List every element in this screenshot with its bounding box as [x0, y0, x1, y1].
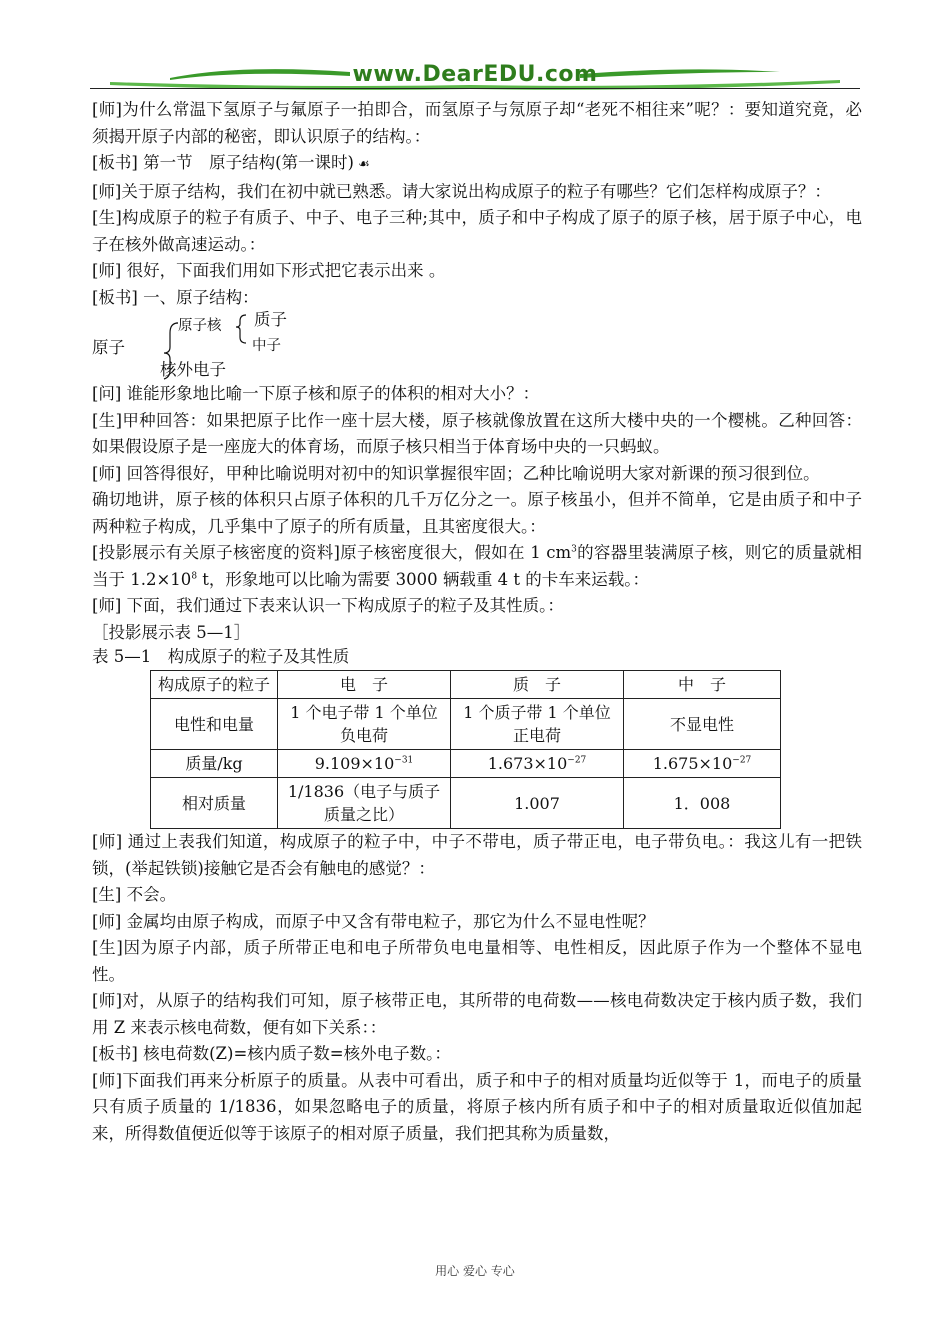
- student-line-3: [生] 不会。: [92, 885, 177, 904]
- teacher-line-9: [师]下面我们再来分析原子的质量。从表中可看出，质子和中子的相对质量均近似等于 1，而电子的质量只有质子质量的 1/1836，如果忽略电子的质量，将原子核内所有质子和中子的相对质量取近似值加起来，所得数值便近似等于该原子的相对原子质量，我们把其称为质量数，: [92, 1070, 862, 1143]
- table-cell: 1/1836（电子与质子质量之比）: [278, 778, 451, 829]
- table-cell: [624, 750, 781, 778]
- table-row: [151, 750, 781, 778]
- table-header-row: [151, 671, 781, 699]
- teacher-line-3: [师] 很好，下面我们用如下形式把它表示出来 。: [92, 261, 446, 280]
- neutron-mass-base: 1.675×10: [652, 754, 733, 773]
- neutron-mass-exponent: −27: [732, 755, 752, 766]
- site-header-banner: [90, 58, 860, 92]
- document-body: [92, 97, 862, 1147]
- teacher-line-4: [师] 回答得很好，甲种比喻说明对初中的知识掌握很牢固；乙种比喻说明大家对新课的预习很到位。: [92, 463, 820, 483]
- table-caption: 表 5—1 构成原子的粒子及其性质: [92, 647, 350, 666]
- nucleus-label: 原子核: [178, 318, 222, 334]
- table-cell: 1．008: [624, 778, 781, 829]
- teacher-line-2: [师]关于原子结构，我们在初中就已熟悉。请大家说出构成原子的粒子有哪些？它们怎样构成原子？：: [92, 181, 831, 201]
- table-header-cell: 中 子: [624, 671, 781, 699]
- proton-mass-exponent: −27: [567, 755, 587, 766]
- student-line-2: [生]甲种回答：如果把原子比作一座十层大楼，原子核就像放置在这所大楼中央的一个樱桃。乙种回答：如果假设原子是一座庞大的体育场，而原子核只相当于体育场中央的一只蚂蚁。: [92, 410, 862, 456]
- projection-text-b: 的容器里装满原子核，则它的质量就相当于 1.2×10: [92, 543, 863, 589]
- teacher-line-7: [师] 金属均由原子构成，而原子中又含有带电粒子，那它为什么不显电性呢？: [92, 911, 655, 931]
- projection-density-line: [92, 540, 862, 593]
- electron-mass-exponent: −31: [394, 755, 414, 766]
- board-title-line: [92, 150, 862, 179]
- cm3-superscript: 3: [571, 544, 577, 555]
- table-header-cell: 质 子: [451, 671, 624, 699]
- snail-icon: ☙: [354, 157, 370, 172]
- table-cell: [451, 750, 624, 778]
- table-cell: [278, 750, 451, 778]
- explanation-paragraph: 确切地讲，原子核的体积只占原子体积的几千万亿分之一。原子核虽小，但并不简单，它是由质子和中子两种粒子构成，几乎集中了原子的所有质量，且其密度很大。：: [92, 490, 862, 536]
- atom-label: 原子: [92, 338, 125, 357]
- proton-mass-base: 1.673×10: [487, 754, 568, 773]
- table-header-cell: 构成原子的粒子: [151, 671, 278, 699]
- exponent-superscript: 8: [191, 571, 198, 581]
- site-url: www.DearEDU.com: [352, 62, 598, 87]
- neutron-label: 中子: [252, 338, 281, 354]
- table-cell: 1 个质子带 1 个单位正电荷: [451, 699, 624, 750]
- electron-mass-base: 9.109×10: [314, 754, 395, 773]
- proton-label: 质子: [254, 310, 287, 329]
- particle-properties-table: [150, 670, 781, 829]
- table-cell: 电性和电量: [151, 699, 278, 750]
- question-line: [问] 谁能形象地比喻一下原子核和原子的体积的相对大小？：: [92, 384, 540, 403]
- table-cell: 相对质量: [151, 778, 278, 829]
- table-header-cell: 电 子: [278, 671, 451, 699]
- student-line-1: [生]构成原子的粒子有质子、中子、电子三种;其中，质子和中子构成了原子的原子核，居于原子中心，电子在核外做高速运动。：: [92, 208, 862, 254]
- projection-text-c: t，形象地可以比喻为需要 3000 辆载重 4 t 的卡车来运载。：: [197, 569, 650, 589]
- electron-label: 核外电子: [160, 360, 226, 379]
- projection-table-line: ［投影展示表 5—1］: [92, 622, 251, 642]
- board-title-text: [板书] 第一节 原子结构(第一课时): [92, 153, 354, 172]
- table-cell: 质量/kg: [151, 750, 278, 778]
- teacher-line-5: [师] 下面，我们通过下表来认识一下构成原子的粒子及其性质。：: [92, 596, 564, 615]
- student-line-4: [生]因为原子内部，质子所带正电和电子所带负电电量相等、电性相反，因此原子作为一个整体不显电性。: [92, 938, 862, 984]
- page-footer: 用心 爱心 专心: [435, 1264, 515, 1278]
- teacher-line-8: [师]对，从原子的结构我们可知，原子核带正电，其所带的电荷数——核电荷数决定于核内质子数，我们用 Z 来表示核电荷数，便有如下关系：：: [92, 991, 862, 1037]
- board-line-3: [板书] 核电荷数(Z)=核内质子数=核外电子数。：: [92, 1044, 451, 1063]
- teacher-line-1: [师]为什么常温下氢原子与氟原子一拍即合，而氢原子与氖原子却“老死不相往来”呢？：要知道究竟，必须揭开原子内部的秘密，即认识原子的结构。：: [92, 100, 862, 146]
- board-line-2: [板书] 一、原子结构：: [92, 287, 259, 307]
- table-cell: 1 个电子带 1 个单位负电荷: [278, 699, 451, 750]
- table-row: [151, 699, 781, 750]
- table-cell: 不显电性: [624, 699, 781, 750]
- table-row: [151, 778, 781, 829]
- atom-structure-diagram: [92, 311, 862, 381]
- header-rule: [90, 88, 860, 89]
- table-cell: 1.007: [451, 778, 624, 829]
- projection-text-a: [投影展示有关原子核密度的资料]原子核密度很大，假如在 1 cm: [92, 543, 572, 562]
- teacher-line-6: [师] 通过上表我们知道，构成原子的粒子中，中子不带电，质子带正电，电子带负电。：我这儿有一把铁锁，(举起铁锁)接触它是否会有触电的感觉？：: [92, 832, 862, 878]
